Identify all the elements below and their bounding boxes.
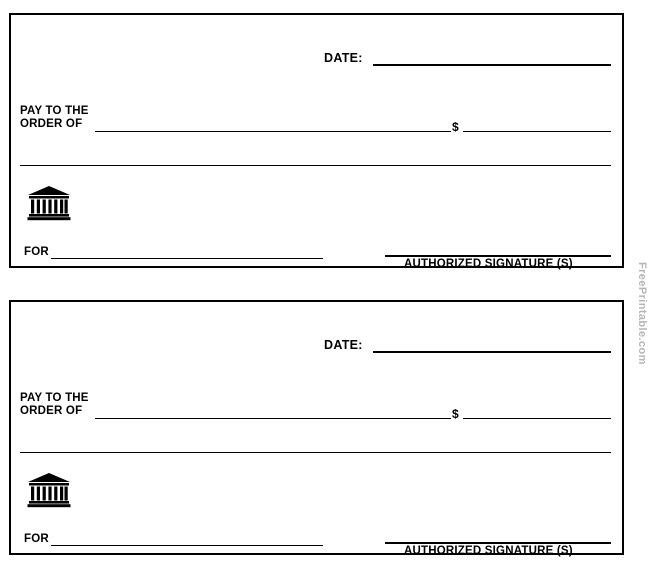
authorized-signature-label: AUTHORIZED SIGNATURE (S) [404, 545, 573, 557]
pay-to-the-label-line-2: ORDER OF [20, 118, 83, 130]
amount-in-words-line[interactable] [20, 452, 611, 453]
date-label: DATE: [324, 51, 363, 65]
signature-input-line[interactable] [385, 542, 611, 544]
pay-to-the-label-line-2: ORDER OF [20, 405, 83, 417]
signature-input-line[interactable] [385, 255, 611, 257]
payee-input-line[interactable] [95, 131, 451, 132]
pay-to-the-order-of-label [20, 392, 89, 418]
date-input-line[interactable] [373, 64, 611, 66]
check-form-2 [9, 300, 624, 555]
dollar-sign-label: $ [452, 407, 459, 421]
payee-input-line[interactable] [95, 418, 451, 419]
memo-input-line[interactable] [51, 258, 323, 259]
bank-building-icon [27, 472, 71, 508]
date-label: DATE: [324, 338, 363, 352]
amount-input-line[interactable] [463, 131, 611, 132]
amount-input-line[interactable] [463, 418, 611, 419]
memo-input-line[interactable] [51, 545, 323, 546]
amount-in-words-line[interactable] [20, 165, 611, 166]
for-label: FOR [24, 533, 49, 545]
check-form-1 [9, 13, 624, 268]
site-watermark: FreePrintable.com [636, 262, 648, 365]
authorized-signature-label: AUTHORIZED SIGNATURE (S) [404, 258, 573, 270]
bank-building-icon [27, 185, 71, 221]
pay-to-the-label-line-1: PAY TO THE [20, 105, 89, 117]
date-input-line[interactable] [373, 351, 611, 353]
pay-to-the-order-of-label [20, 105, 89, 131]
pay-to-the-label-line-1: PAY TO THE [20, 392, 89, 404]
for-label: FOR [24, 246, 49, 258]
dollar-sign-label: $ [452, 120, 459, 134]
